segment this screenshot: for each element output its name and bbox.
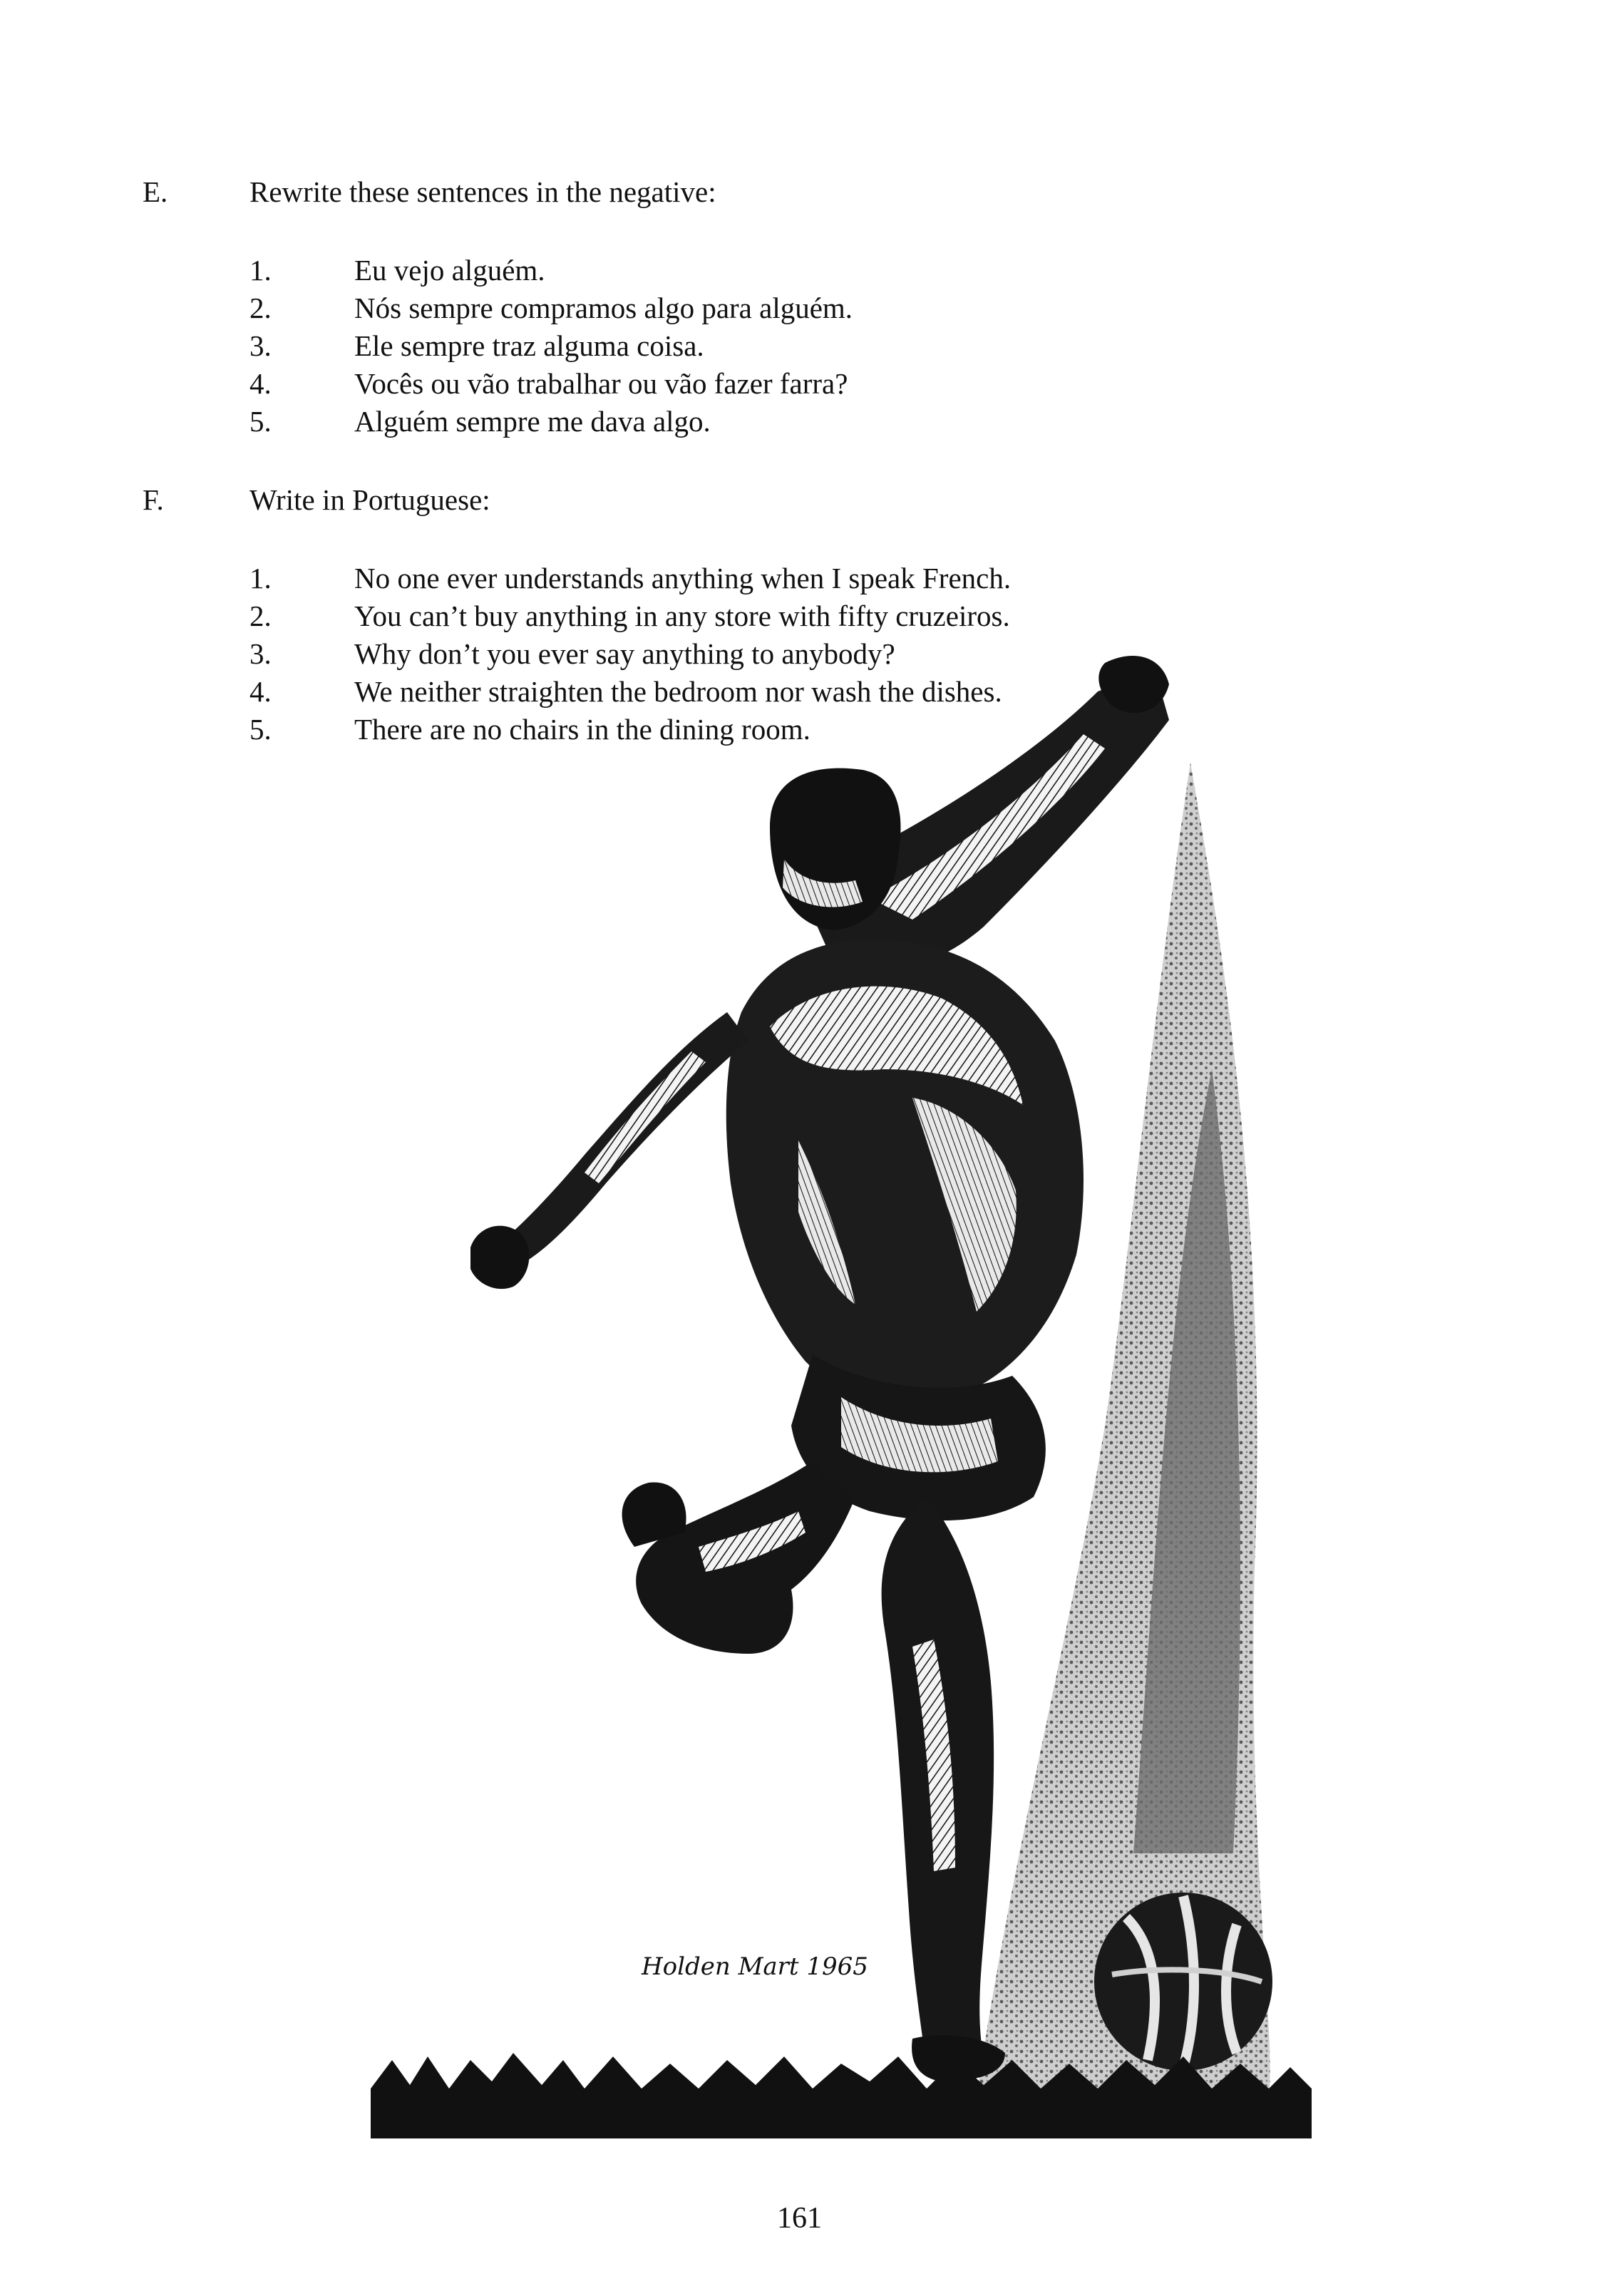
exercise-f-5-number: 5. bbox=[249, 713, 272, 746]
section-e-letter: E. bbox=[143, 175, 168, 208]
exercise-e-1-number: 1. bbox=[249, 254, 272, 287]
exercise-f-2-number: 2. bbox=[249, 599, 272, 632]
exercise-e-2-number: 2. bbox=[249, 292, 272, 324]
section-e-heading: Rewrite these sentences in the negative: bbox=[249, 175, 716, 208]
exercise-f-4-text: We neither straighten the bedroom nor wash the dishes. bbox=[354, 675, 1002, 708]
exercise-e-4-text: Vocês ou vão trabalhar ou vão fazer farra? bbox=[354, 367, 848, 400]
artist-signature: Holden Mart 1965 bbox=[642, 1952, 868, 1981]
exercise-e-3-text: Ele sempre traz alguma coisa. bbox=[354, 329, 704, 362]
page-number: 161 bbox=[777, 2202, 822, 2235]
exercise-f-1-number: 1. bbox=[249, 562, 272, 594]
exercise-f-5-text: There are no chairs in the dining room. bbox=[354, 713, 810, 746]
exercise-e-2-text: Nós sempre compramos algo para alguém. bbox=[354, 292, 853, 324]
exercise-f-4-number: 4. bbox=[249, 675, 272, 708]
section-f-letter: F. bbox=[143, 483, 164, 516]
exercise-e-5-text: Alguém sempre me dava algo. bbox=[354, 405, 711, 438]
exercise-f-3-number: 3. bbox=[249, 637, 272, 670]
exercise-e-1-text: Eu vejo alguém. bbox=[354, 254, 545, 287]
soccer-player-kicking-ball-illustration bbox=[371, 642, 1476, 2138]
exercise-e-3-number: 3. bbox=[249, 329, 272, 362]
exercise-e-5-number: 5. bbox=[249, 405, 272, 438]
exercise-f-2-text: You can’t buy anything in any store with fifty cruzeiros. bbox=[354, 599, 1010, 632]
section-f-heading: Write in Portuguese: bbox=[249, 483, 490, 516]
exercise-f-1-text: No one ever understands anything when I speak French. bbox=[354, 562, 1012, 594]
exercise-e-4-number: 4. bbox=[249, 367, 272, 400]
exercise-f-3-text: Why don’t you ever say anything to anybody? bbox=[354, 637, 895, 670]
